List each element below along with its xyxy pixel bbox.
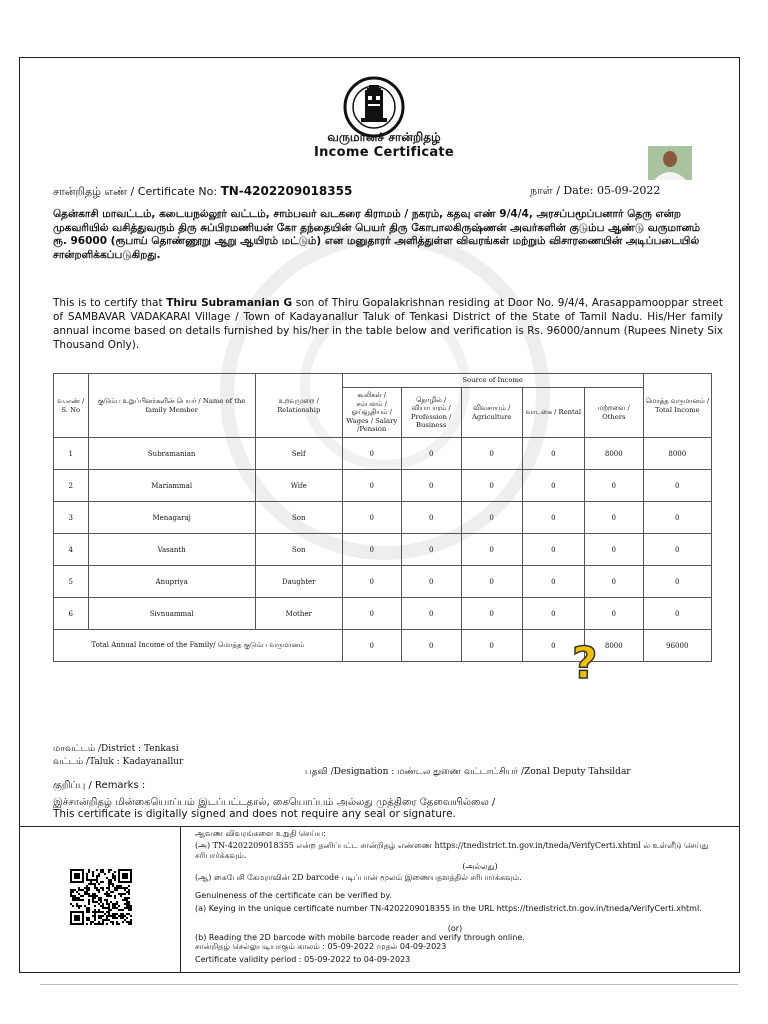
cell-name: Sivnuammal bbox=[88, 598, 255, 630]
cell-name: Subramanian bbox=[88, 438, 255, 470]
date-label: நாள் / Date: bbox=[530, 184, 597, 197]
cell-wages: 0 bbox=[342, 534, 401, 566]
verify-option-a-tamil: (அ) TN-4202209018355 என்ற தனிப்பட்ட சான்றிதழ் எண்ணை https://tnedistrict.tn.gov.in/tneda/VerifyCerti.xhtml ல் உள்ளீடு செய்து சரிபார்க்கவும். bbox=[195, 841, 709, 860]
date-value: 05-09-2022 bbox=[596, 184, 661, 197]
verify-option-b-tamil: (ஆ) கைபேசி கேமராவின் 2D barcode படிப்பான் மூலம் இணையதளத்தில் சரிபார்க்கவும். bbox=[195, 873, 522, 882]
table-row bbox=[54, 438, 712, 470]
cell-relationship: Son bbox=[255, 534, 342, 566]
applicant-name: Thiru Subramanian G bbox=[166, 297, 293, 309]
cell-agriculture: 0 bbox=[461, 534, 522, 566]
cell-relationship: Mother bbox=[255, 598, 342, 630]
cell-wages: 0 bbox=[342, 598, 401, 630]
cell-business: 0 bbox=[401, 598, 461, 630]
cell-business: 0 bbox=[401, 438, 461, 470]
total-income: 96000 bbox=[643, 630, 711, 662]
cell-rental: 0 bbox=[522, 566, 584, 598]
taluk: வட்டம் /Taluk : Kadayanallur bbox=[53, 757, 184, 767]
cell-business: 0 bbox=[401, 502, 461, 534]
header-source-of-income: Source of Income bbox=[342, 374, 643, 388]
header-agriculture: விவசாயம் / Agriculture bbox=[461, 388, 522, 438]
cell-rental: 0 bbox=[522, 470, 584, 502]
cell-wages: 0 bbox=[342, 470, 401, 502]
validity-tamil: சான்றிதழ் செல்லுபடியாகும் காலம் : 05-09-2022 முதல் 04-09-2023 bbox=[195, 942, 447, 951]
header-sno: வ.எண் / S. No bbox=[54, 374, 89, 438]
cell-sno: 6 bbox=[54, 598, 89, 630]
cell-total: 0 bbox=[643, 566, 711, 598]
header-business: தொழில் / வியாபாரம் / Profession / Business bbox=[401, 388, 461, 438]
cell-name: Mariammal bbox=[88, 470, 255, 502]
cell-wages: 0 bbox=[342, 502, 401, 534]
header-total-income: மொத்த வருமானம் / Total Income bbox=[643, 374, 711, 438]
validity: Certificate validity period : 05-09-2022 to 04-09-2023 bbox=[195, 955, 411, 964]
header-others: மற்றவை / Others bbox=[585, 388, 644, 438]
cell-others: 0 bbox=[585, 502, 644, 534]
verify-or-tamil: (அல்லது) bbox=[462, 862, 498, 871]
certificate-title-tamil: வருமானச் சான்றிதழ் bbox=[327, 130, 441, 144]
digital-signature-note: This certificate is digitally signed and does not require any seal or signature. bbox=[53, 808, 456, 820]
income-table bbox=[53, 373, 712, 662]
header-rental: வாடகை / Rental bbox=[522, 388, 584, 438]
verify-option-a: (a) Keying in the unique certificate number TN-4202209018355 in the URL https://tnedistrict.tn.gov.in/tneda/VerifyCerti.xhtml. bbox=[195, 904, 702, 913]
question-mark-icon: ? bbox=[572, 638, 598, 689]
cell-business: 0 bbox=[401, 534, 461, 566]
cell-agriculture: 0 bbox=[461, 470, 522, 502]
table-row bbox=[54, 534, 712, 566]
cell-name: Menagaraj bbox=[88, 502, 255, 534]
qr-code-icon[interactable] bbox=[70, 869, 132, 925]
cell-business: 0 bbox=[401, 566, 461, 598]
cell-total: 0 bbox=[643, 534, 711, 566]
cell-wages: 0 bbox=[342, 438, 401, 470]
designation: பதவி /Designation : மண்டல துணை வட்டாட்சியர் /Zonal Deputy Tahsildar bbox=[305, 767, 631, 777]
cell-agriculture: 0 bbox=[461, 598, 522, 630]
cell-sno: 5 bbox=[54, 566, 89, 598]
total-wages: 0 bbox=[342, 630, 401, 662]
cell-name: Anupriya bbox=[88, 566, 255, 598]
certificate-number-label: சான்றிதழ் எண் / Certificate No: bbox=[53, 185, 221, 198]
total-business: 0 bbox=[401, 630, 461, 662]
remarks-label: குறிப்பு / Remarks : bbox=[53, 780, 146, 791]
total-agriculture: 0 bbox=[461, 630, 522, 662]
cell-business: 0 bbox=[401, 470, 461, 502]
certification-text bbox=[53, 296, 723, 352]
cell-others: 0 bbox=[585, 470, 644, 502]
verification-section-divider bbox=[19, 826, 740, 827]
cell-relationship: Daughter bbox=[255, 566, 342, 598]
cell-rental: 0 bbox=[522, 598, 584, 630]
cell-agriculture: 0 bbox=[461, 566, 522, 598]
cell-total: 8000 bbox=[643, 438, 711, 470]
cell-rental: 0 bbox=[522, 502, 584, 534]
total-label: Total Annual Income of the Family/ மொத்த குடும்ப வருமானம் bbox=[54, 630, 343, 662]
cell-relationship: Self bbox=[255, 438, 342, 470]
total-others: 8000 bbox=[585, 630, 644, 662]
cell-total: 0 bbox=[643, 598, 711, 630]
cell-relationship: Son bbox=[255, 502, 342, 534]
header-name: குடும்ப உறுப்பினர்களின் பெயர் / Name of the family Member bbox=[88, 374, 255, 438]
verify-heading: Genuineness of the certificate can be verified by. bbox=[195, 891, 392, 900]
certification-text-tamil: தென்காசி மாவட்டம், கடையநல்லூர் வட்டம், சாம்பவர் வடகரை கிராமம் / நகரம், கதவு எண் 9/4/4, அரசப்பமூப்பனார் தெரு என்ற முகவரியில் வசித்துவரும் திரு சுப்பிரமணியன் கோ தந்தையின் பெயர் திரு கோபாலகிருஷ்ணன் அவர்களின் குடும்ப ஆண்டு வருமானம் ரூ. 96000 (ரூபாய் தொண்ணூறு ஆறு ஆயிரம் மட்டும்) என மனுதாரர் அளித்துள்ள விவரங்கள் மற்றும் விசாரணையின் அடிப்படையில் சான்றளிக்கப்படுகிறது. bbox=[53, 208, 701, 262]
location-block bbox=[53, 743, 183, 769]
certificate-date bbox=[530, 184, 660, 199]
verification-column-divider bbox=[180, 826, 181, 973]
total-row bbox=[54, 630, 712, 662]
cell-sno: 1 bbox=[54, 438, 89, 470]
cell-agriculture: 0 bbox=[461, 438, 522, 470]
verify-option-b: (b) Reading the 2D barcode with mobile barcode reader and verify through online. bbox=[195, 933, 525, 942]
cell-others: 8000 bbox=[585, 438, 644, 470]
page-bottom-rule bbox=[40, 984, 738, 985]
certificate-number-value: TN-4202209018355 bbox=[220, 184, 353, 198]
header-wages: கூலிகள் / சம்பளம் / ஓய்வூதியம் / Wages / Salary /Pension bbox=[342, 388, 401, 438]
cert-text-part2: son of Thiru Gopalakrishnan residing at Door No. 9/4/4, Arasappamooppar street of SAMBAVAR VADAKARAI Village / Town of Kadayanallur Taluk of Tenkasi District of the State of Tamil Nadu. His/Her family annual income based on details furnished by his/her in the table below and verification is Rs. 96000/annum (Rupees Ninety Six Thousand Only). bbox=[53, 297, 723, 351]
certificate-title: Income Certificate bbox=[313, 145, 455, 160]
digital-signature-note-tamil: இச்சான்றிதழ் மின்கையொப்பம் இடப்பட்டதால், கையொப்பம் அல்லது முத்திரை தேவையில்லை / bbox=[53, 797, 496, 808]
applicant-photo bbox=[648, 146, 692, 180]
tamil-nadu-emblem bbox=[343, 76, 405, 138]
cell-name: Vasanth bbox=[88, 534, 255, 566]
cell-total: 0 bbox=[643, 470, 711, 502]
header-relationship: உறவுமுறை / Relationship bbox=[255, 374, 342, 438]
cell-sno: 3 bbox=[54, 502, 89, 534]
cell-agriculture: 0 bbox=[461, 502, 522, 534]
cell-rental: 0 bbox=[522, 438, 584, 470]
cell-wages: 0 bbox=[342, 566, 401, 598]
cell-sno: 2 bbox=[54, 470, 89, 502]
district: மாவட்டம் /District : Tenkasi bbox=[53, 744, 179, 754]
cell-sno: 4 bbox=[54, 534, 89, 566]
table-row bbox=[54, 566, 712, 598]
cell-others: 0 bbox=[585, 534, 644, 566]
cell-others: 0 bbox=[585, 566, 644, 598]
table-row bbox=[54, 598, 712, 630]
table-row bbox=[54, 470, 712, 502]
cell-total: 0 bbox=[643, 502, 711, 534]
cert-text-part1: This is to certify that bbox=[53, 297, 167, 309]
cell-others: 0 bbox=[585, 598, 644, 630]
verify-heading-tamil: ஆவண விவரங்களை உறுதி செய்ய: bbox=[195, 829, 326, 838]
cell-rental: 0 bbox=[522, 534, 584, 566]
certificate-number bbox=[53, 184, 352, 200]
table-row bbox=[54, 502, 712, 534]
verify-or: (or) bbox=[447, 924, 463, 933]
total-rental: 0 bbox=[522, 630, 584, 662]
cell-relationship: Wife bbox=[255, 470, 342, 502]
